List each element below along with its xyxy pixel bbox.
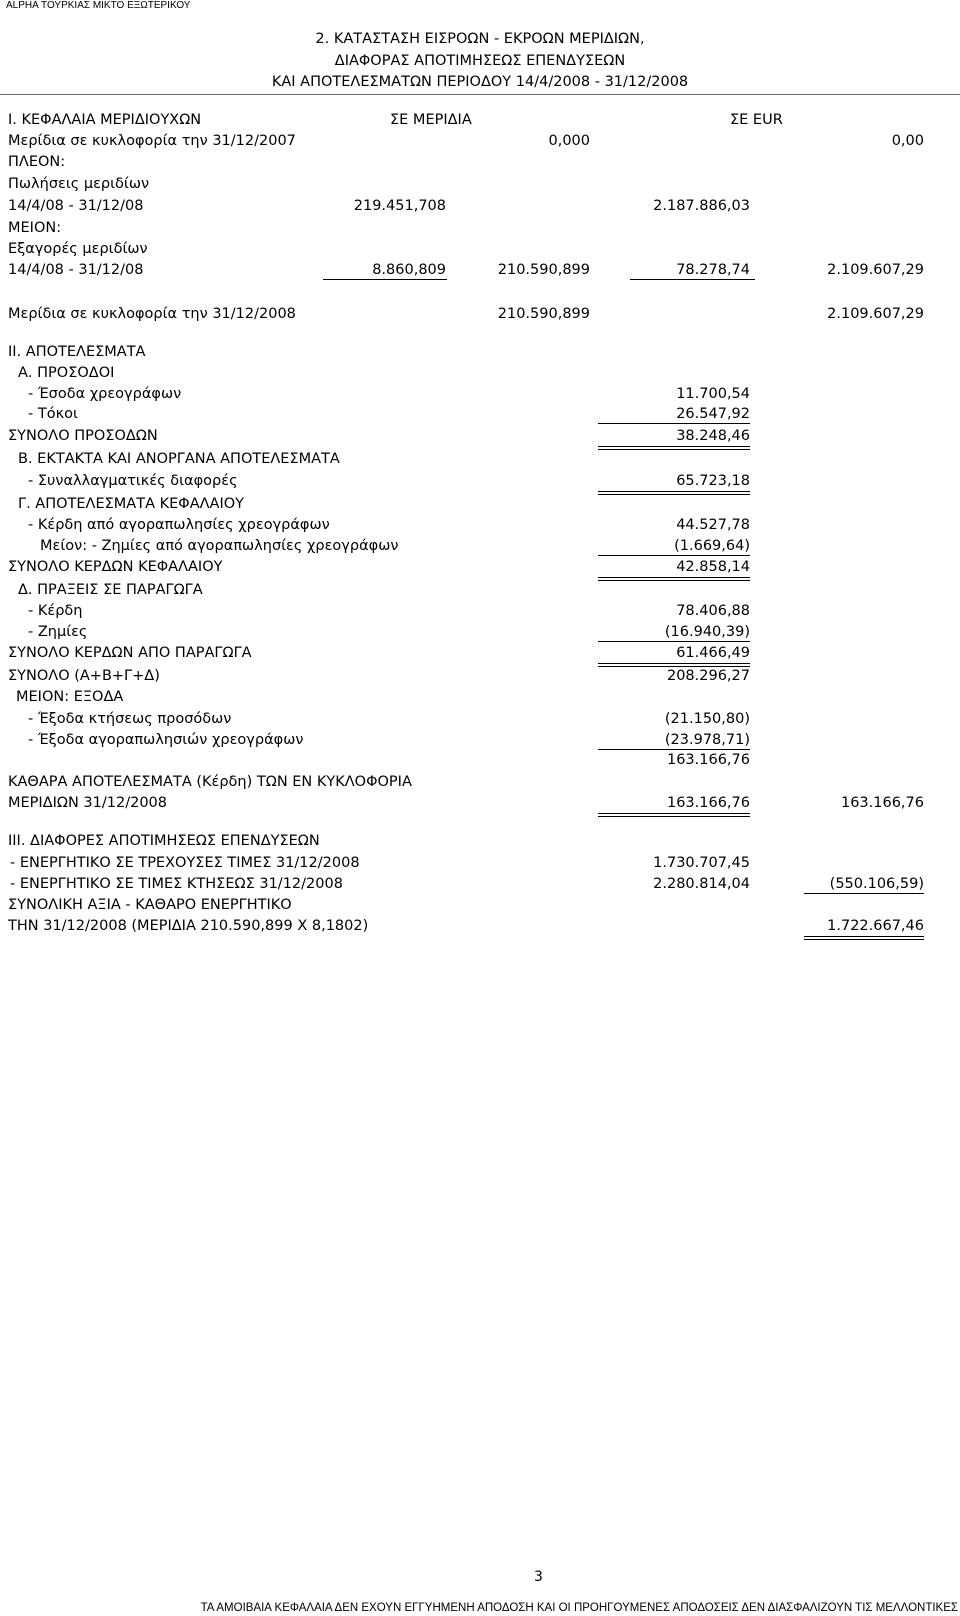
total-value-label-line2: ΤΗΝ 31/12/2008 (ΜΕΡΙΔΙΑ 210.590,899 Χ 8,1802) xyxy=(8,918,369,934)
cost-assets-value: 2.280.814,04 xyxy=(653,876,750,892)
opening-units: 0,000 xyxy=(548,133,590,149)
plus-label: ΠΛΕΟΝ: xyxy=(8,154,66,170)
title-line-2: ΔΙΑΦΟΡΑΣ ΑΠΟΤΙΜΗΣΕΩΣ ΕΠΕΝΔΥΣΕΩΝ xyxy=(334,53,626,69)
net-label-line1: ΚΑΘΑΡΑ ΑΠΟΤΕΛΕΣΜΑΤΑ (Κέρδη) ΤΩΝ ΕΝ ΚΥΚΛΟΦΟΡΙΑ xyxy=(8,774,412,790)
b-item-label: - Συναλλαγματικές διαφορές xyxy=(28,473,238,489)
title-divider xyxy=(0,94,960,95)
expenses-underline xyxy=(598,749,750,750)
expense2-label: - Έξοδα αγοραπωλησιών χρεογράφων xyxy=(28,732,304,748)
c-gain-value: 44.527,78 xyxy=(676,517,750,533)
redemptions-units: 8.860,809 xyxy=(372,262,446,278)
current-assets-label: - ΕΝΕΡΓΗΤΙΚΟ ΣΕ ΤΡΕΧΟΥΣΕΣ ΤΙΜΕΣ 31/12/2008 xyxy=(10,855,360,871)
a-total-value: 38.248,46 xyxy=(676,428,750,444)
expense2-value: (23.978,71) xyxy=(664,732,750,748)
d-items-underline xyxy=(598,641,750,642)
b-item-value: 65.723,18 xyxy=(676,473,750,489)
d-total-label: ΣΥΝΟΛΟ ΚΕΡΔΩΝ ΑΠΟ ΠΑΡΑΓΩΓΑ xyxy=(8,645,252,661)
current-assets-value: 1.730.707,45 xyxy=(653,855,750,871)
d-gain-value: 78.406,88 xyxy=(676,603,750,619)
a-item-value: 11.700,54 xyxy=(676,386,750,402)
a-item-label: - Έσοδα χρεογράφων xyxy=(28,386,182,402)
opening-label: Μερίδια σε κυκλοφορία την 31/12/2007 xyxy=(8,133,296,149)
d-total-value: 61.466,49 xyxy=(676,645,750,661)
a-items-underline xyxy=(598,423,750,424)
c-total-double-underline xyxy=(598,577,750,581)
footer-disclaimer: ΤΑ ΑΜΟΙΒΑΙΑ ΚΕΦΑΛΑΙΑ ΔΕΝ ΕΧΟΥΝ ΕΓΓΥΗΜΕΝΗ ΑΠΟΔΟΣΗ ΚΑΙ ΟΙ ΠΡΟΗΓΟΥΜΕΝΕΣ ΑΠΟΔΟΣΕΙΣ ΔΕΝ ΔΙΑΣΦΑΛΙΖΟΥΝ ΤΙΣ ΜΕΛΛΟΝΤΙΚΕΣ xyxy=(200,1602,958,1614)
total-value-label-line1: ΣΥΝΟΛΙΚΗ ΑΞΙΑ - ΚΑΘΑΡΟ ΕΝΕΡΓΗΤΙΚΟ xyxy=(8,897,292,913)
sum-value: 208.296,27 xyxy=(666,668,750,684)
title-line-1: 2. ΚΑΤΑΣΤΑΣΗ ΕΙΣΡΟΩΝ - ΕΚΡΟΩΝ ΜΕΡΙΔΙΩΝ, xyxy=(315,31,645,47)
col-header-eur: ΣΕ EUR xyxy=(730,112,783,128)
valuation-diff-value: (550.106,59) xyxy=(829,876,924,892)
d-gain-label: - Κέρδη xyxy=(28,603,83,619)
total-net-assets-double-underline xyxy=(804,936,924,940)
subtotal-value: 163.166,76 xyxy=(666,752,750,768)
redemptions-label: Εξαγορές μεριδίων xyxy=(8,241,148,257)
fund-name-header: ALPHA ΤΟΥΡΚΙΑΣ ΜΙΚΤΟ ΕΞΩΤΕΡΙΚΟΥ xyxy=(6,0,191,11)
net-value: 163.166,76 xyxy=(666,795,750,811)
closing-label: Μερίδια σε κυκλοφορία την 31/12/2008 xyxy=(8,306,296,322)
page-number: 3 xyxy=(534,1569,543,1585)
section2-heading: ΙΙ. ΑΠΟΤΕΛΕΣΜΑΤΑ xyxy=(8,344,146,360)
opening-eur: 0,00 xyxy=(891,133,924,149)
sales-period: 14/4/08 - 31/12/08 xyxy=(8,198,144,214)
d-heading: Δ. ΠΡΑΞΕΙΣ ΣΕ ΠΑΡΑΓΩΓΑ xyxy=(18,582,203,598)
col-header-units: ΣΕ ΜΕΡΙΔΙΑ xyxy=(390,112,472,128)
expense1-label: - Έξοδα κτήσεως προσόδων xyxy=(28,711,232,727)
b-double-underline xyxy=(598,491,750,495)
valuation-diff-underline xyxy=(804,893,924,894)
minus-label: ΜΕΙΟΝ: xyxy=(8,220,62,236)
sum-label: ΣΥΝΟΛΟ (Α+Β+Γ+Δ) xyxy=(8,668,160,684)
net-eur: 2.109.607,29 xyxy=(827,262,924,278)
a-heading: Α. ΠΡΟΣΟΔΟΙ xyxy=(18,365,115,381)
net-value-eur: 163.166,76 xyxy=(840,795,924,811)
c-total-value: 42.858,14 xyxy=(676,559,750,575)
section1-heading: Ι. ΚΕΦΑΛΑΙΑ ΜΕΡΙΔΙΟΥΧΩΝ xyxy=(8,112,202,128)
a-total-label: ΣΥΝΟΛΟ ΠΡΟΣΟΔΩΝ xyxy=(8,428,158,444)
underline-redemptions-eur xyxy=(630,279,755,280)
c-loss-value: (1.669,64) xyxy=(674,538,750,554)
b-heading: Β. ΕΚΤΑΚΤΑ ΚΑΙ ΑΝΟΡΓΑΝΑ ΑΠΟΤΕΛΕΣΜΑΤΑ xyxy=(18,451,340,467)
a-item-label: - Τόκοι xyxy=(28,406,78,422)
sales-label: Πωλήσεις μεριδίων xyxy=(8,176,150,192)
section3-heading: ΙΙΙ. ΔΙΑΦΟΡΕΣ ΑΠΟΤΙΜΗΣΕΩΣ ΕΠΕΝΔΥΣΕΩΝ xyxy=(8,833,320,849)
redemptions-period: 14/4/08 - 31/12/08 xyxy=(8,262,144,278)
d-loss-label: - Ζημίες xyxy=(28,624,88,640)
net-units: 210.590,899 xyxy=(497,262,590,278)
expense1-value: (21.150,80) xyxy=(664,711,750,727)
sales-units: 219.451,708 xyxy=(353,198,446,214)
closing-units: 210.590,899 xyxy=(497,306,590,322)
c-gain-label: - Κέρδη από αγοραπωλησίες χρεογράφων xyxy=(28,517,330,533)
underline-redemptions-units xyxy=(323,279,447,280)
net-double-underline xyxy=(598,813,750,817)
c-heading: Γ. ΑΠΟΤΕΛΕΣΜΑΤΑ ΚΕΦΑΛΑΙΟΥ xyxy=(18,496,244,512)
total-net-assets-value: 1.722.667,46 xyxy=(827,918,924,934)
net-label-line2: ΜΕΡΙΔΙΩΝ 31/12/2008 xyxy=(8,795,167,811)
a-total-double-underline xyxy=(598,446,750,450)
cost-assets-label: - ΕΝΕΡΓΗΤΙΚΟ ΣΕ ΤΙΜΕΣ ΚΤΗΣΕΩΣ 31/12/2008 xyxy=(10,876,343,892)
c-items-underline xyxy=(598,555,750,556)
c-total-label: ΣΥΝΟΛΟ ΚΕΡΔΩΝ ΚΕΦΑΛΑΙΟΥ xyxy=(8,559,223,575)
expenses-heading: ΜΕΙΟΝ: ΕΞΟΔΑ xyxy=(16,689,124,705)
title-line-3: ΚΑΙ ΑΠΟΤΕΛΕΣΜΑΤΩΝ ΠΕΡΙΟΔΟΥ 14/4/2008 - 31/12/2008 xyxy=(271,74,689,90)
sales-eur: 2.187.886,03 xyxy=(653,198,750,214)
c-loss-label: Μείον: - Ζημίες από αγοραπωλησίες χρεογράφων xyxy=(40,538,399,554)
closing-eur: 2.109.607,29 xyxy=(827,306,924,322)
redemptions-eur: 78.278,74 xyxy=(676,262,750,278)
a-item-value: 26.547,92 xyxy=(676,406,750,422)
d-loss-value: (16.940,39) xyxy=(664,624,750,640)
